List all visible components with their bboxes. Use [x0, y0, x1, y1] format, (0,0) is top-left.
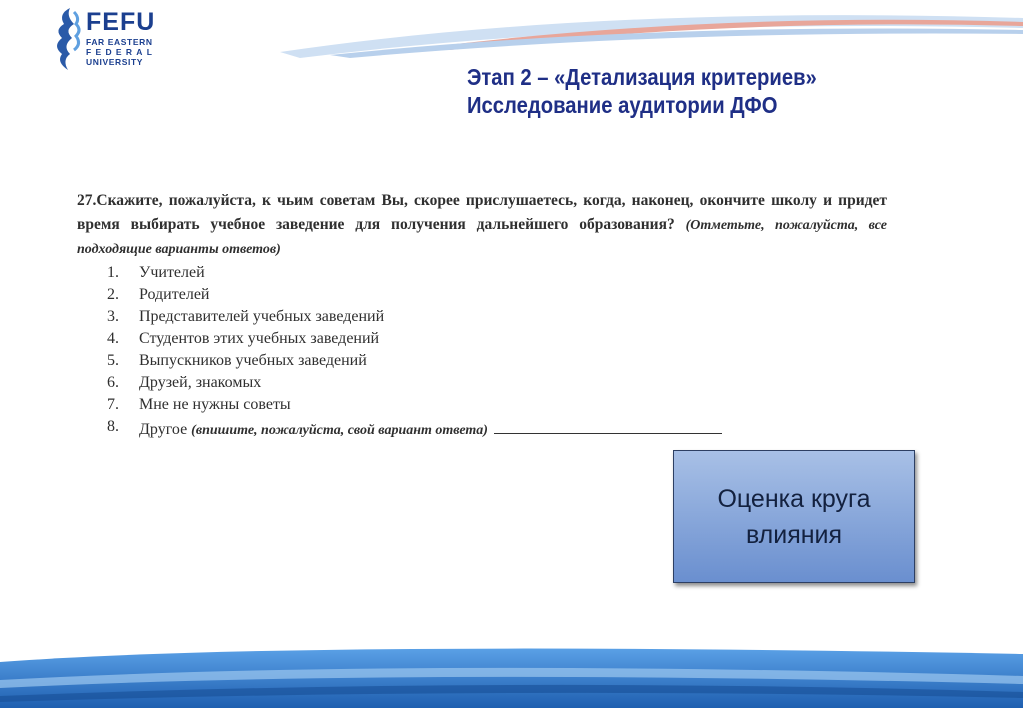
slide-title: Этап 2 – «Детализация критериев»: [467, 64, 817, 90]
list-item: [77, 350, 887, 372]
footer-band: [0, 640, 1023, 708]
question-body: 27.Скажите, пожалуйста, к чьим советам Вы, скорее прислушаетесь, когда, наконец, окончите школу и придет время выбирать учебное заведение для получения дальнейшего образования?: [77, 192, 887, 233]
answer-text: Друзей, знакомых: [139, 373, 262, 391]
answer-number: 3.: [107, 307, 119, 325]
logo-line-federal: FEDERAL: [86, 47, 157, 57]
slide-subtitle: Исследование аудитории ДФО: [467, 92, 778, 118]
answer-text: Мне не нужны советы: [139, 395, 291, 413]
answer-text: Выпускников учебных заведений: [139, 351, 367, 369]
answer-number: 5.: [107, 351, 119, 369]
fefu-logo: [50, 4, 175, 74]
logo-line-university: UNIVERSITY: [86, 57, 144, 67]
answer-number: 4.: [107, 329, 119, 347]
answer-list: [77, 262, 887, 438]
answer-number: 7.: [107, 395, 119, 413]
question-note: (Отметьте, пожалуйста, все подходящие варианты ответов): [77, 217, 887, 257]
list-item: [77, 306, 887, 328]
list-item: [77, 416, 887, 438]
list-item: [77, 394, 887, 416]
question-text: [77, 189, 887, 262]
logo-line-far-eastern: FAR EASTERN: [86, 37, 153, 47]
logo-name: FEFU: [86, 8, 156, 36]
answer-number: 2.: [107, 285, 119, 303]
survey-question-image: [77, 189, 887, 438]
answer-text: Представителей учебных заведений: [139, 307, 385, 325]
answer-number: 6.: [107, 373, 119, 391]
callout-text: Оценка круга влияния: [717, 484, 871, 549]
answer-text: Студентов этих учебных заведений: [139, 329, 380, 347]
answer-text: Учителей: [139, 263, 205, 281]
list-item: [77, 284, 887, 306]
seahorse-logo-icon: [50, 6, 86, 72]
list-item: [77, 262, 887, 284]
answer-number: 1.: [107, 263, 119, 281]
answer-number: 8.: [107, 417, 119, 435]
list-item: [77, 372, 887, 394]
influence-callout-box: [673, 450, 915, 583]
answer-text: Другое: [139, 420, 188, 438]
answer-text: Родителей: [139, 285, 210, 303]
list-item: [77, 328, 887, 350]
answer-blank-line: [494, 416, 722, 434]
answer-note: (впишите, пожалуйста, свой вариант ответа): [191, 422, 488, 438]
